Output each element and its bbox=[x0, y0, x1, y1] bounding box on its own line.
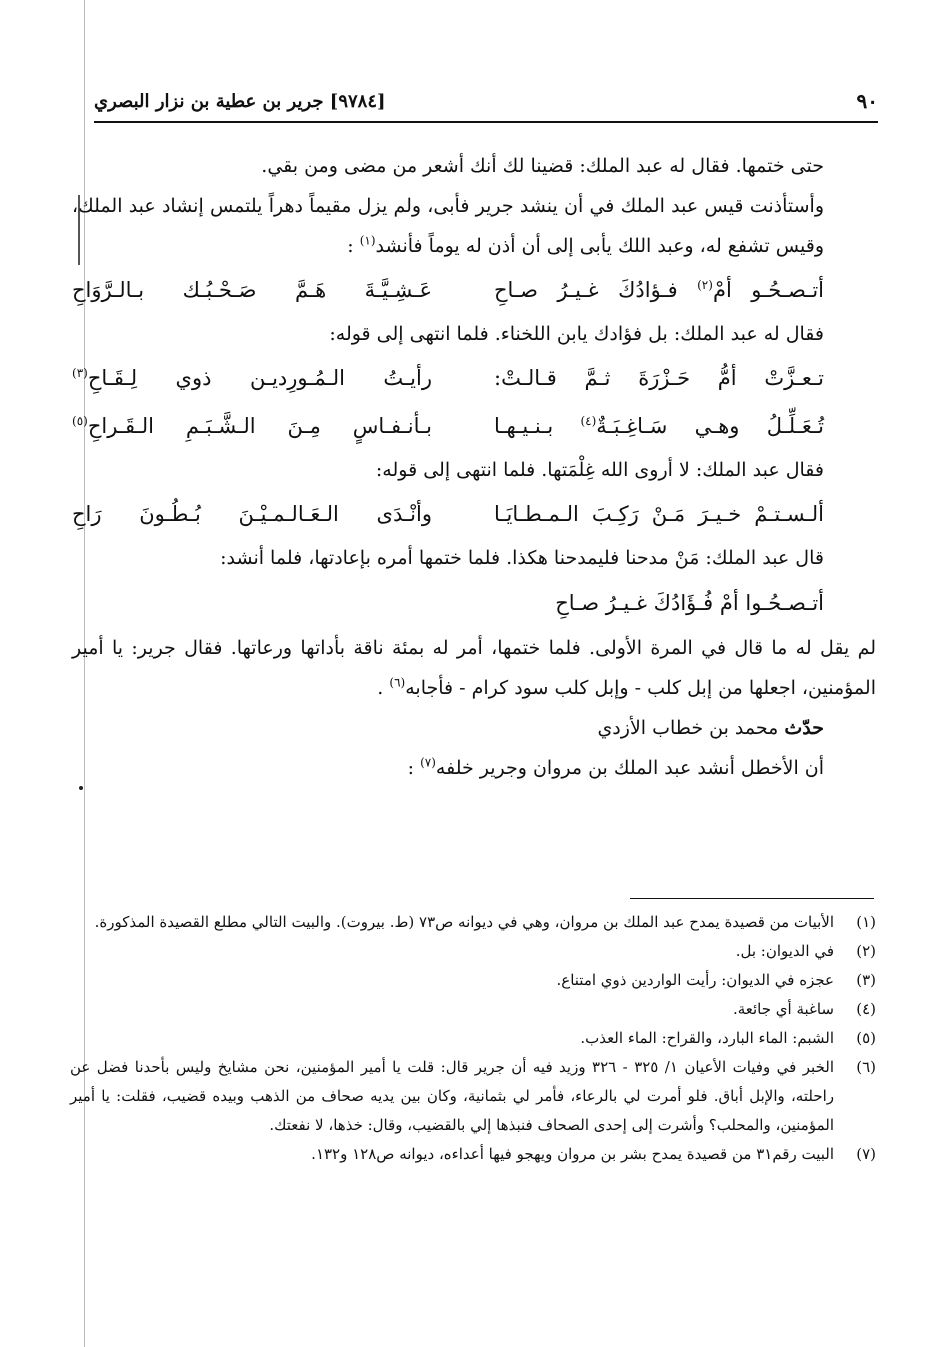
verse-hemistich-1: تـعـزَّتْ أمُّ حَـزْرَةَ ثـمَّ قـالـتْ: bbox=[494, 366, 824, 390]
verse-hemistich-2: وأنْـدَى الـعَـالـمـيْـنَ بُـطُـونَ رَاحِ bbox=[72, 502, 432, 526]
footnote-ref: (٦) bbox=[389, 675, 406, 690]
paragraph-text: وأستأذنت قيس عبد الملك في أن ينشد جرير فأبى، ولم يزل مقيماً دهراً يلتمس إنشاد عبد الملك، وقيس تشفع له، وعبد اللك يأبى إلى أن أذن له يوماً فأنشد bbox=[72, 195, 824, 257]
footnote-text: عجزه في الديوان: رأيت الواردين ذوي امتناع. bbox=[556, 971, 834, 989]
footnote-ref: (٢) bbox=[697, 278, 713, 292]
footnote-text: الأبيات من قصيدة يمدح عبد الملك بن مروان، وهي في ديوانه ص٧٣ (ط. بيروت). والبيت التالي مطلع القصيدة المذكورة. bbox=[94, 913, 834, 931]
verse-text: فـؤادُكَ غـيـرُ صـاحِ bbox=[494, 278, 698, 302]
footnote-number: (١) bbox=[856, 913, 876, 931]
paragraph-text: محمد بن خطاب الأزدي bbox=[597, 717, 785, 739]
footnote-text: البيت رقم٣١ من قصيدة يمدح بشر بن مروان ويهجو فيها أعداءه، ديوانه ص١٢٨ و١٣٢. bbox=[311, 1145, 834, 1163]
footnote bbox=[70, 995, 876, 1024]
verse-text: بـأنـفـاسٍ مِـنَ الـشَّـبَـمِ الـقَـراحِ bbox=[87, 414, 432, 438]
paragraph-text: قال عبد الملك: مَنْ مدحنا فليمدحنا هكذا. فلما ختمها أمره بإعادتها، فلما أنشد: bbox=[220, 547, 824, 569]
paragraph-text: : bbox=[347, 235, 354, 257]
footnote bbox=[70, 937, 876, 966]
paragraph-text: أن الأخطل أنشد عبد الملك بن مروان وجرير خلفه bbox=[435, 757, 824, 779]
paragraph bbox=[72, 538, 876, 578]
footnote-number: (٢) bbox=[856, 942, 876, 960]
paragraph bbox=[72, 450, 876, 490]
paragraph bbox=[72, 314, 876, 354]
verse-text: أتـصـحُـو أمْ bbox=[712, 278, 824, 302]
footnote-number: (٣) bbox=[856, 971, 876, 989]
paragraph-text: حتى ختمها. فقال له عبد الملك: قضينا لك أنك أشعر من مضى ومن بقي. bbox=[261, 155, 824, 177]
footnote-ref: (٧) bbox=[420, 755, 436, 770]
footnote-number: (٤) bbox=[856, 1000, 876, 1018]
verse-hemistich-2 bbox=[72, 402, 432, 450]
paragraph-text: . bbox=[377, 677, 384, 699]
verse-hemistich-2: عَـشِـيَّـةَ هَـمَّ صَـحْـبُـك بـالـرَّوَاحِ bbox=[72, 278, 432, 302]
footnote-ref: (٥) bbox=[72, 414, 88, 428]
verse-hemistich-1 bbox=[494, 266, 824, 314]
header-rule bbox=[94, 121, 878, 123]
footnote-number: (٧) bbox=[856, 1145, 876, 1163]
paragraph bbox=[72, 708, 876, 748]
footnote bbox=[70, 1140, 876, 1169]
verse bbox=[72, 266, 876, 314]
verse-hemistich-1 bbox=[494, 402, 824, 450]
verse bbox=[72, 490, 876, 538]
paragraph bbox=[72, 628, 876, 708]
footnotes bbox=[70, 908, 876, 1169]
paragraph bbox=[72, 146, 876, 186]
paragraph-text: فقال عبد الملك: لا أروى الله غِلْمَتها. فلما انتهى إلى قوله: bbox=[375, 459, 824, 481]
footnote bbox=[70, 1053, 876, 1140]
verse-text: تُـعَـلِّـلُ وهـي سَـاغِـبَـةٌ bbox=[596, 414, 824, 438]
footnote bbox=[70, 908, 876, 937]
verse bbox=[72, 578, 876, 628]
running-header bbox=[94, 84, 878, 118]
footnote-text: ساغبة أي جائعة. bbox=[732, 1000, 834, 1018]
page-number: ٩٠ bbox=[856, 89, 878, 113]
verse bbox=[72, 354, 876, 402]
verse-text: رأيـتُ الـمُـورِديـن ذوي لِـقَـاحِ bbox=[87, 366, 432, 390]
verse-hemistich-1: أتـصـحُـوا أمْ فُـؤَادُكَ غـيـرُ صـاحِ bbox=[555, 591, 824, 615]
footnote-ref: (١) bbox=[359, 233, 376, 248]
footnote-text: في الديوان: بل. bbox=[735, 942, 834, 960]
footnote-number: (٦) bbox=[856, 1058, 876, 1076]
footnote bbox=[70, 1024, 876, 1053]
footnote bbox=[70, 966, 876, 995]
footnote-separator bbox=[630, 898, 874, 899]
footnote-ref: (٣) bbox=[72, 366, 88, 380]
paragraph-text: : bbox=[407, 757, 415, 779]
footnote-ref: (٤) bbox=[580, 414, 597, 428]
paragraph-text: لم يقل له ما قال في المرة الأولى. فلما ختمها، أمر له بمئة ناقة بأداتها ورعاتها. فقال جرير: يا أمير المؤمنين، اجعلها من إبل كلب - وإبل كلب سود كرام - فأجابه bbox=[72, 637, 876, 699]
verse-text: بـنـيـهـا bbox=[494, 414, 581, 438]
paragraph bbox=[72, 748, 876, 788]
footnote-text: الشبم: الماء البارد، والقراح: الماء العذب. bbox=[580, 1029, 834, 1047]
paragraph bbox=[72, 186, 876, 266]
header-title: [٩٧٨٤] جرير بن عطية بن نزار البصري bbox=[94, 90, 386, 112]
verse-hemistich-2 bbox=[72, 354, 432, 402]
main-text bbox=[72, 146, 876, 788]
footnote-number: (٥) bbox=[856, 1029, 876, 1047]
narration-keyword: حدّث bbox=[784, 717, 824, 739]
verse bbox=[72, 402, 876, 450]
footnote-text: الخبر في وفيات الأعيان ١/ ٣٢٥ - ٣٢٦ وزيد فيه أن جرير قال: قلت يا أمير المؤمنين، نحن مشايخ وليس بأحدنا فضل عن راحلته، والإبل أباق. فلو أمرت لي بالرعاء، فأمر لي بثمانية، وكان بين يديه صحاف من الذهب وبيده قضيب، فقلت: يا أمير المؤمنين، والمحلب؟ وأشرت إلى إحدى الصحاف فنبذها إلي بالقضيب، وقال: خذها، لا نفعتك. bbox=[70, 1058, 835, 1134]
paragraph-text: فقال له عبد الملك: بل فؤادك يابن اللخناء. فلما انتهى إلى قوله: bbox=[329, 323, 824, 345]
verse-hemistich-1: ألـسـتـمْ خـيـرَ مَـنْ رَكِـبَ الـمـطـايَـا bbox=[494, 502, 824, 526]
